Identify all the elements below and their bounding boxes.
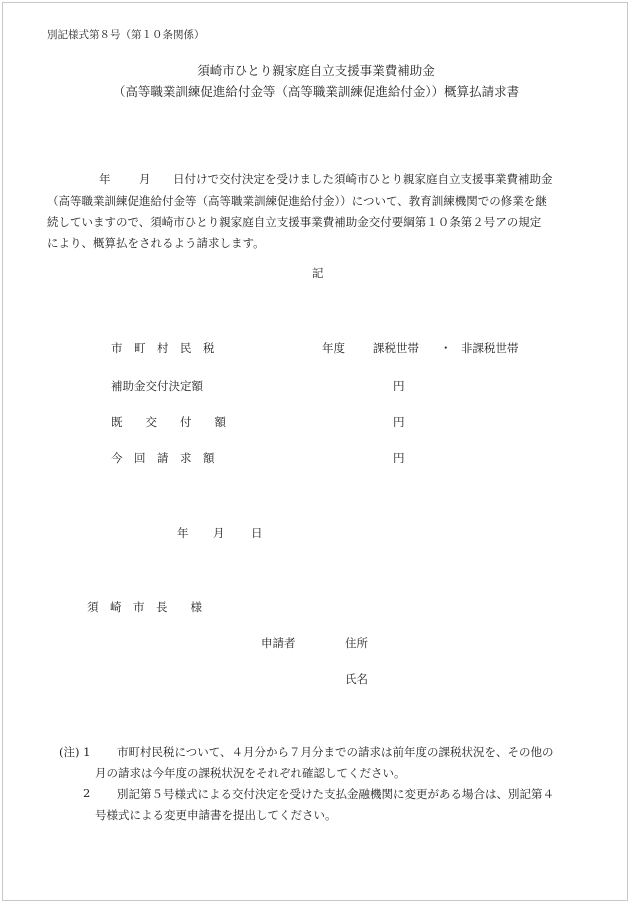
note-2-marker: 2	[83, 786, 91, 800]
taxable-household: 課税世帯	[373, 341, 419, 355]
body-month: 月	[139, 172, 151, 186]
body-line-3: 続していますので、須崎市ひとり親家庭自立支援事業費補助金交付要綱第１０条第２号アの規定	[47, 215, 542, 229]
note-2-line-2: 号様式による変更申請書を提出してください。	[95, 808, 337, 822]
applicant-address: 住所	[345, 636, 368, 650]
document-page	[2, 2, 628, 901]
tax-year: 年度	[322, 341, 345, 355]
date-month: 月	[213, 526, 225, 540]
note-1-marker: (注) 1	[59, 745, 91, 759]
tax-label: 市 町 村 民 税	[111, 341, 215, 355]
body-line-4: により、概算払をされるよう請求します。	[47, 236, 265, 250]
body-year: 年	[99, 172, 111, 186]
date-year: 年	[177, 526, 189, 540]
title-line-2: （高等職業訓練促進給付金等（高等職業訓練促進給付金））概算払請求書	[112, 84, 520, 99]
note-1-line-1: 市町村民税について、４月分から７月分までの請求は前年度の課税状況を、その他の	[117, 745, 554, 759]
date-day: 日	[251, 526, 263, 540]
body-line-2: （高等職業訓練促進給付金等（高等職業訓練促進給付金））について、教育訓練機関での修業を継	[47, 194, 547, 208]
non-taxable-household: 非課税世帯	[461, 341, 519, 355]
grant-label: 補助金交付決定額	[111, 379, 203, 393]
form-label: 別記様式第８号（第１０条関係）	[47, 29, 205, 41]
request-unit: 円	[393, 451, 405, 465]
paid-label: 既 交 付 額	[111, 415, 226, 429]
title-line-1: 須崎市ひとり親家庭自立支援事業費補助金	[197, 63, 435, 78]
note-1-line-2: 月の請求は今年度の課税状況をそれぞれ確認してください。	[95, 766, 406, 780]
note-2-line-1: 別記第５号様式による交付決定を受けた支払金融機関に変更がある場合は、別記第４	[117, 787, 554, 801]
paid-unit: 円	[393, 415, 405, 429]
ki-heading: 記	[312, 266, 324, 280]
applicant-name: 氏名	[345, 672, 368, 686]
addressee: 須 崎 市 長 様	[87, 600, 202, 614]
separator: ・	[440, 341, 452, 355]
request-label: 今 回 請 求 額	[111, 451, 215, 465]
body-line-1: 日付けで交付決定を受けました須崎市ひとり親家庭自立支援事業費補助金	[173, 172, 553, 186]
applicant-label: 申請者	[261, 636, 296, 650]
grant-unit: 円	[393, 379, 405, 393]
